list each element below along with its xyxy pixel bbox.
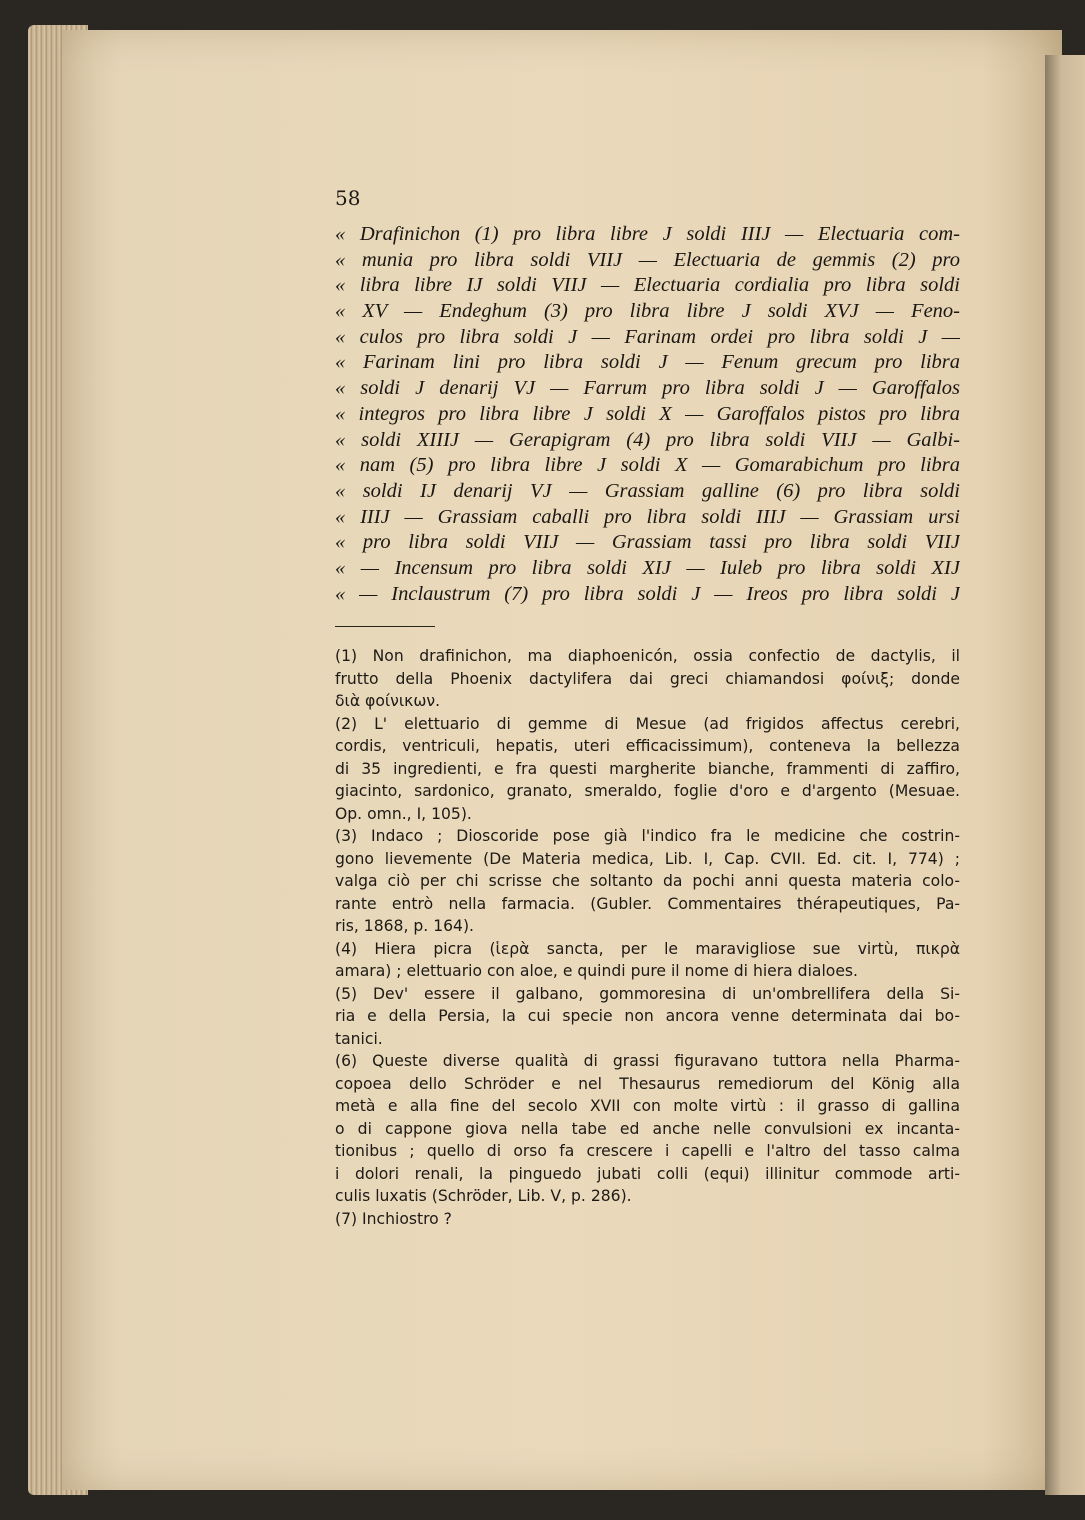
main-text-line: « — Incensum pro libra soldi XIJ — Iuleb pro libra soldi XIJ bbox=[335, 556, 960, 579]
footnote-line: (4) Hiera picra (ἱερὰ sancta, per le maravigliose sue virtù, πικρὰ bbox=[335, 939, 960, 958]
main-text-line: « pro libra soldi VIIJ — Grassiam tassi pro libra soldi VIIJ bbox=[335, 531, 960, 554]
main-text-line: « Drafinichon (1) pro libra libre J soldi IIIJ — Electuaria com- bbox=[335, 223, 960, 245]
footnote-line: (3) Indaco ; Dioscoride pose già l'indico fra le medicine che costrin- bbox=[335, 827, 960, 845]
footnote-line: (7) Inchiostro ? bbox=[335, 1209, 452, 1228]
footnote-line: i dolori renali, la pinguedo jubati colli (equi) illinitur commode arti- bbox=[335, 1164, 960, 1183]
main-text-line: « IIIJ — Grassiam caballi pro libra soldi IIIJ — Grassiam ursi bbox=[335, 505, 960, 528]
footnote-line: gono lievemente (De Materia medica, Lib. I, Cap. CVII. Ed. cit. I, 774) ; bbox=[335, 849, 960, 868]
footnote-line: di 35 ingredienti, e fra questi margherite bianche, frammenti di zaffiro, bbox=[335, 759, 960, 778]
footnote-line: o di cappone giova nella tabe ed anche nelle convulsioni ex incanta- bbox=[335, 1119, 960, 1138]
footnote-line: (1) Non drafinichon, ma diaphoenicón, ossia confectio de dactylis, il bbox=[335, 647, 960, 665]
main-text-line: « soldi IJ denarij VJ — Grassiam galline (6) pro libra soldi bbox=[335, 479, 960, 502]
footnote-line: Op. omn., I, 105). bbox=[335, 804, 472, 823]
footnote-line: (2) L' elettuario di gemme di Mesue (ad frigidos affectus cerebri, bbox=[335, 714, 960, 733]
main-text-line: « integros pro libra libre J soldi X — Garoffalos pistos pro libra bbox=[335, 402, 960, 425]
footnote-line: διὰ φοίνικων. bbox=[335, 692, 441, 710]
footnote-line: metà e alla fine del secolo XVII con molte virtù : il grasso di gallina bbox=[335, 1097, 960, 1115]
main-text-line: « Farinam lini pro libra soldi J — Fenum grecum pro libra bbox=[335, 351, 960, 374]
main-text-line: « libra libre IJ soldi VIIJ — Electuaria cordialia pro libra soldi bbox=[335, 274, 960, 297]
footnote-line: frutto della Phoenix dactylifera dai greci chiamandosi φοίνιξ; donde bbox=[335, 669, 960, 688]
footnote-line: tanici. bbox=[335, 1029, 383, 1048]
main-text-line: « soldi J denarij VJ — Farrum pro libra soldi J — Garoffalos bbox=[335, 377, 960, 400]
main-text-line: « culos pro libra soldi J — Farinam ordei pro libra soldi J — bbox=[335, 325, 960, 348]
footnote-line: valga ciò per chi scrisse che soltanto da pochi anni questa materia colo- bbox=[335, 872, 960, 890]
footnote-line: ria e della Persia, la cui specie non ancora venne determinata dai bo- bbox=[335, 1007, 960, 1025]
footnote-line: (6) Queste diverse qualità di grassi figuravano tuttora nella Pharma- bbox=[335, 1052, 960, 1070]
main-text bbox=[335, 222, 960, 607]
footnote-line: ris, 1868, p. 164). bbox=[335, 917, 474, 935]
main-text-line: « nam (5) pro libra libre J soldi X — Gomarabichum pro libra bbox=[335, 454, 960, 477]
main-text-line: « soldi XIIIJ — Gerapigram (4) pro libra soldi VIIJ — Galbi- bbox=[335, 428, 960, 451]
footnote-line: culis luxatis (Schröder, Lib. V, p. 286). bbox=[335, 1187, 632, 1205]
page-number: 58 bbox=[335, 186, 361, 210]
footnote-line: copoea dello Schröder e nel Thesaurus remediorum del König alla bbox=[335, 1074, 960, 1093]
footnote-divider bbox=[335, 626, 435, 627]
footnotes bbox=[335, 645, 960, 1230]
footnote-line: (5) Dev' essere il galbano, gommoresina di un'ombrellifera della Si- bbox=[335, 984, 960, 1003]
facing-page-edge bbox=[1045, 55, 1085, 1495]
footnote-line: giacinto, sardonico, granato, smeraldo, foglie d'oro e d'argento (Mesuae. bbox=[335, 782, 960, 800]
main-text-line: « XV — Endeghum (3) pro libra libre J soldi XVJ — Feno- bbox=[335, 300, 960, 323]
footnote-line: cordis, ventriculi, hepatis, uteri efficacissimum), conteneva la bellezza bbox=[335, 737, 960, 755]
footnote-line: tionibus ; quello di orso fa crescere i capelli e l'altro del tasso calma bbox=[335, 1142, 960, 1160]
footnote-line: rante entrò nella farmacia. (Gubler. Commentaires thérapeutiques, Pa- bbox=[335, 894, 960, 913]
main-text-line: « munia pro libra soldi VIIJ — Electuaria de gemmis (2) pro bbox=[335, 248, 960, 271]
footnote-line: amara) ; elettuario con aloe, e quindi pure il nome di hiera dialoes. bbox=[335, 962, 859, 980]
main-text-line: « — Inclaustrum (7) pro libra soldi J — Ireos pro libra soldi J bbox=[335, 582, 960, 605]
